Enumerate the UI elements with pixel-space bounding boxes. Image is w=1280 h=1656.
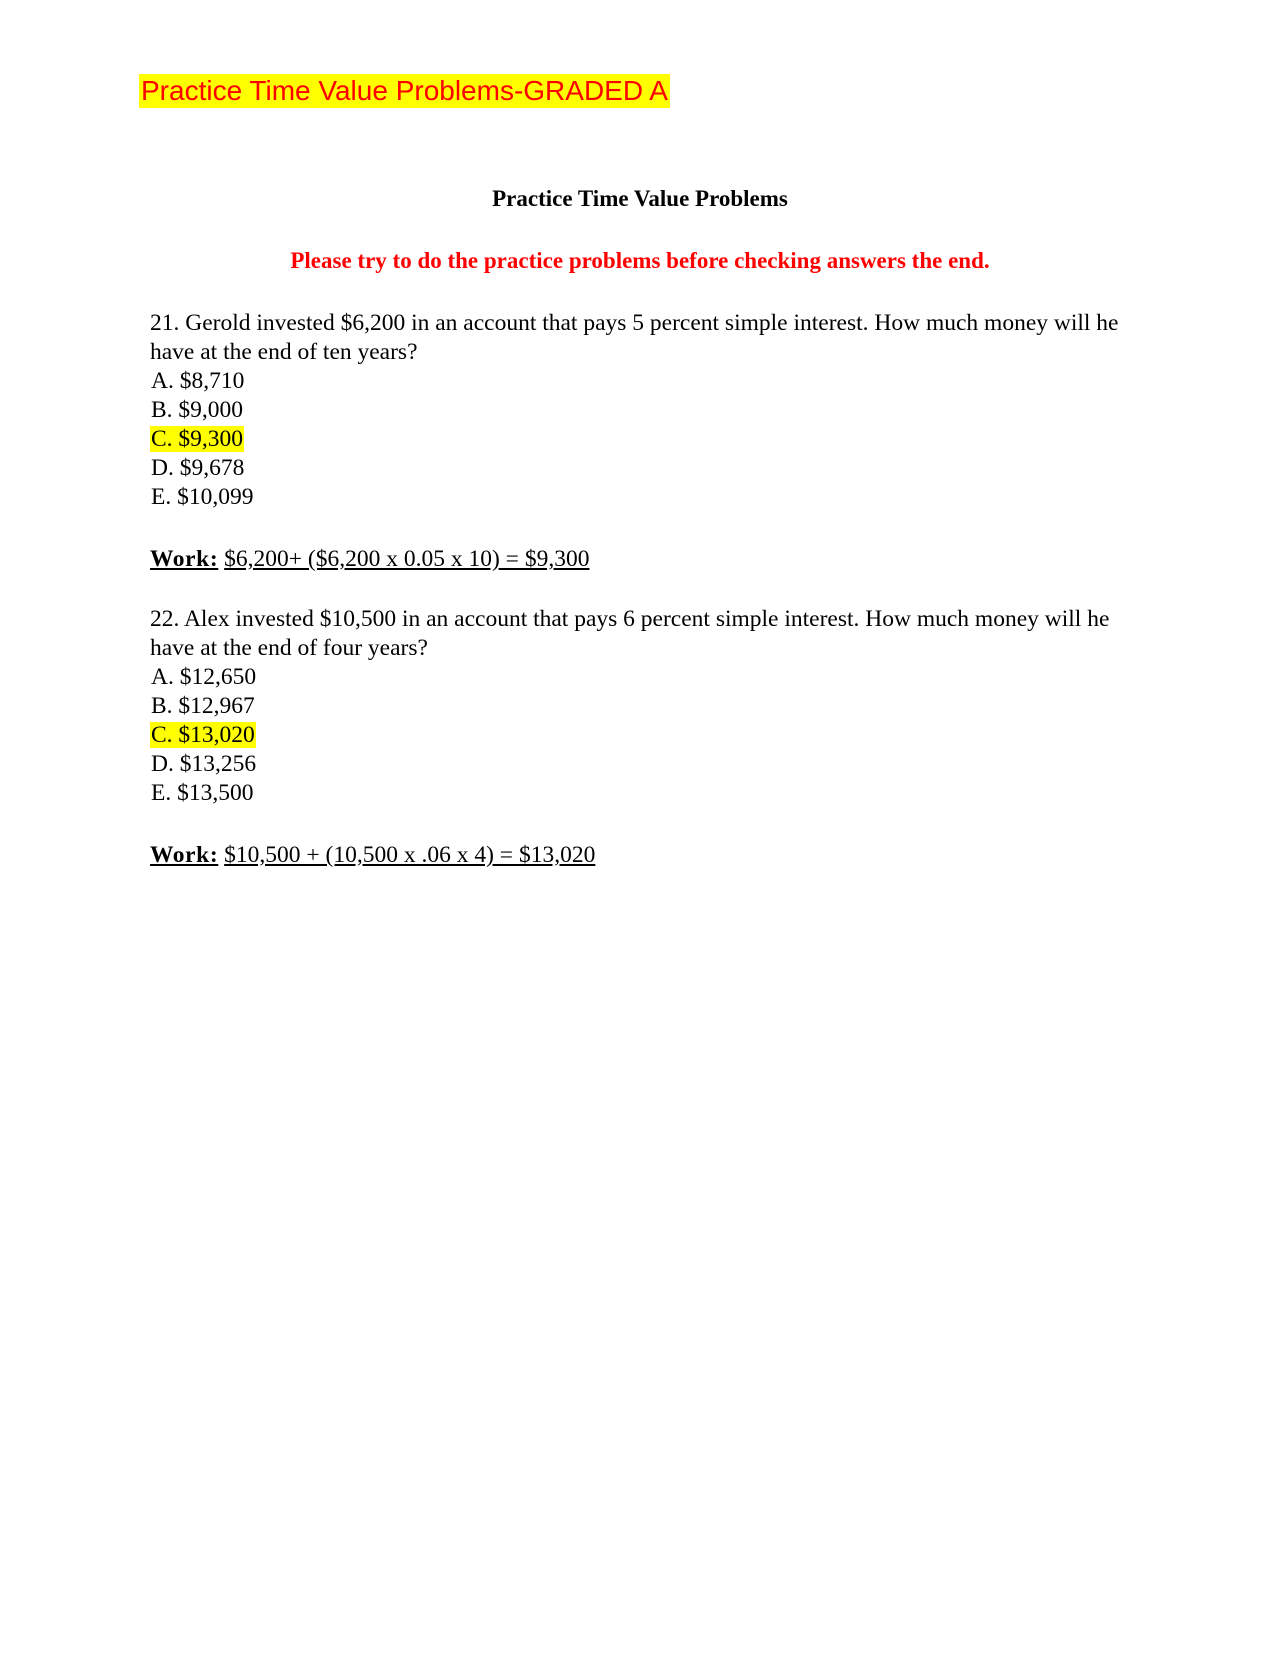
document-instruction: Please try to do the practice problems before checking answers the end. xyxy=(290,248,990,273)
work-label: Work: xyxy=(150,546,219,572)
work-equation: $6,200+ ($6,200 x 0.05 x 10) = $9,300 xyxy=(224,546,590,572)
answer-choice-label: C. $9,300 xyxy=(151,426,244,452)
answer-choice-c-highlighted xyxy=(150,721,1130,750)
answer-choice-label: A. $12,650 xyxy=(151,664,257,690)
answer-choice-c-highlighted xyxy=(150,425,1130,454)
answer-choice-label: E. $13,500 xyxy=(151,780,254,806)
answer-choices xyxy=(150,663,1130,808)
work-equation: $10,500 + (10,500 x .06 x 4) = $13,020 xyxy=(224,842,596,868)
answer-choice-label: B. $9,000 xyxy=(151,397,244,423)
graded-banner: Practice Time Value Problems-GRADED A xyxy=(141,75,668,106)
document-title: Practice Time Value Problems xyxy=(492,186,788,211)
problem-question: 22. Alex invested $10,500 in an account that pays 6 percent simple interest. How much money will he have at the end of four years? xyxy=(150,606,1110,661)
problem-22 xyxy=(150,605,1130,870)
answer-choice-e xyxy=(150,779,1130,808)
work-label: Work: xyxy=(150,842,219,868)
answer-choice-b xyxy=(150,396,1130,425)
work-line xyxy=(150,545,1130,574)
answer-choice-label: A. $8,710 xyxy=(151,368,245,394)
answer-choices xyxy=(150,367,1130,512)
answer-choice-b xyxy=(150,692,1130,721)
answer-choice-a xyxy=(150,663,1130,692)
work-line xyxy=(150,841,1130,870)
answer-choice-d xyxy=(150,454,1130,483)
answer-choice-label: D. $9,678 xyxy=(151,455,245,481)
answer-choice-e xyxy=(150,483,1130,512)
answer-choice-d xyxy=(150,750,1130,779)
answer-choice-label: E. $10,099 xyxy=(151,484,254,510)
answer-choice-a xyxy=(150,367,1130,396)
answer-choice-label: C. $13,020 xyxy=(151,722,255,748)
answer-choice-label: B. $12,967 xyxy=(151,693,255,719)
answer-choice-label: D. $13,256 xyxy=(151,751,257,777)
problem-question: 21. Gerold invested $6,200 in an account that pays 5 percent simple interest. How much money will he have at the end of ten years? xyxy=(150,310,1119,365)
problem-21 xyxy=(150,309,1130,574)
